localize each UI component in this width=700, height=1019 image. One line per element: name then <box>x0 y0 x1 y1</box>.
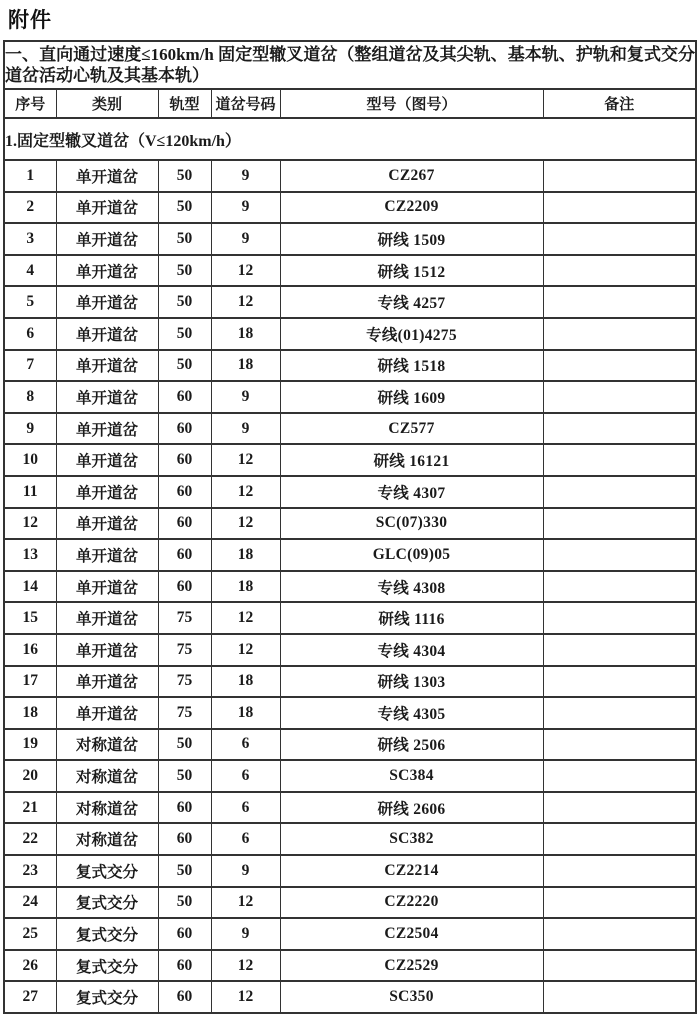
cell-turnout-number: 6 <box>211 760 280 792</box>
cell-rail-type: 60 <box>158 571 211 603</box>
cell-turnout-number: 12 <box>211 634 280 666</box>
cell-seq: 18 <box>4 697 56 729</box>
column-header-category: 类别 <box>56 89 158 118</box>
section-header: 1.固定型辙叉道岔（V≤120km/h） <box>4 118 696 160</box>
cell-seq: 7 <box>4 350 56 382</box>
cell-remark <box>543 255 696 287</box>
table-row <box>4 697 696 729</box>
cell-remark <box>543 508 696 540</box>
cell-category: 复式交分 <box>56 855 158 887</box>
table-row <box>4 413 696 445</box>
cell-seq: 17 <box>4 666 56 698</box>
table-row <box>4 255 696 287</box>
cell-seq: 13 <box>4 539 56 571</box>
cell-category: 复式交分 <box>56 918 158 950</box>
cell-category: 对称道岔 <box>56 792 158 824</box>
table-row <box>4 855 696 887</box>
cell-remark <box>543 760 696 792</box>
cell-remark <box>543 729 696 761</box>
cell-rail-type: 50 <box>158 855 211 887</box>
cell-seq: 11 <box>4 476 56 508</box>
cell-rail-type: 50 <box>158 760 211 792</box>
cell-turnout-number: 12 <box>211 286 280 318</box>
cell-remark <box>543 823 696 855</box>
column-header-seq: 序号 <box>4 89 56 118</box>
cell-model: SC(07)330 <box>280 508 543 540</box>
cell-category: 单开道岔 <box>56 444 158 476</box>
cell-seq: 21 <box>4 792 56 824</box>
cell-model: 专线 4305 <box>280 697 543 729</box>
table-row <box>4 918 696 950</box>
column-header-rail-type: 轨型 <box>158 89 211 118</box>
cell-remark <box>543 444 696 476</box>
cell-model: 研线 1518 <box>280 350 543 382</box>
table-header-row <box>4 89 696 118</box>
cell-remark <box>543 981 696 1013</box>
cell-remark <box>543 855 696 887</box>
cell-model: 专线 4304 <box>280 634 543 666</box>
cell-rail-type: 60 <box>158 950 211 982</box>
table-row <box>4 318 696 350</box>
cell-model: CZ2529 <box>280 950 543 982</box>
cell-category: 单开道岔 <box>56 602 158 634</box>
column-header-turnout-number: 道岔号码 <box>211 89 280 118</box>
cell-model: CZ2209 <box>280 192 543 224</box>
cell-model: 研线 16121 <box>280 444 543 476</box>
cell-rail-type: 75 <box>158 634 211 666</box>
cell-remark <box>543 792 696 824</box>
cell-remark <box>543 918 696 950</box>
cell-category: 单开道岔 <box>56 539 158 571</box>
cell-turnout-number: 12 <box>211 444 280 476</box>
cell-model: GLC(09)05 <box>280 539 543 571</box>
cell-rail-type: 50 <box>158 286 211 318</box>
column-header-model: 型号（图号） <box>280 89 543 118</box>
cell-seq: 12 <box>4 508 56 540</box>
cell-category: 复式交分 <box>56 950 158 982</box>
cell-model: SC350 <box>280 981 543 1013</box>
cell-turnout-number: 18 <box>211 318 280 350</box>
cell-turnout-number: 6 <box>211 823 280 855</box>
table-row <box>4 729 696 761</box>
cell-rail-type: 60 <box>158 381 211 413</box>
table-row <box>4 476 696 508</box>
turnout-table <box>3 40 697 1014</box>
cell-remark <box>543 539 696 571</box>
table-row <box>4 223 696 255</box>
cell-category: 单开道岔 <box>56 381 158 413</box>
cell-category: 单开道岔 <box>56 192 158 224</box>
cell-seq: 15 <box>4 602 56 634</box>
cell-remark <box>543 887 696 919</box>
cell-rail-type: 75 <box>158 602 211 634</box>
cell-model: 研线 2506 <box>280 729 543 761</box>
cell-turnout-number: 12 <box>211 476 280 508</box>
cell-remark <box>543 350 696 382</box>
cell-category: 单开道岔 <box>56 666 158 698</box>
cell-category: 单开道岔 <box>56 571 158 603</box>
table-row <box>4 602 696 634</box>
cell-model: 专线 4257 <box>280 286 543 318</box>
table-row <box>4 350 696 382</box>
cell-turnout-number: 9 <box>211 192 280 224</box>
cell-seq: 1 <box>4 160 56 192</box>
table-caption-row <box>4 41 696 89</box>
table-row <box>4 823 696 855</box>
cell-model: 研线 1609 <box>280 381 543 413</box>
cell-model: CZ577 <box>280 413 543 445</box>
table-row <box>4 792 696 824</box>
cell-model: CZ2504 <box>280 918 543 950</box>
table-row <box>4 192 696 224</box>
cell-turnout-number: 18 <box>211 350 280 382</box>
cell-remark <box>543 381 696 413</box>
cell-seq: 24 <box>4 887 56 919</box>
cell-seq: 9 <box>4 413 56 445</box>
cell-remark <box>543 192 696 224</box>
cell-model: CZ267 <box>280 160 543 192</box>
cell-category: 单开道岔 <box>56 634 158 666</box>
cell-rail-type: 60 <box>158 823 211 855</box>
cell-turnout-number: 18 <box>211 539 280 571</box>
cell-remark <box>543 950 696 982</box>
table-row <box>4 539 696 571</box>
cell-model: 研线 1303 <box>280 666 543 698</box>
cell-remark <box>543 160 696 192</box>
column-header-remark: 备注 <box>543 89 696 118</box>
cell-seq: 8 <box>4 381 56 413</box>
cell-seq: 3 <box>4 223 56 255</box>
cell-rail-type: 50 <box>158 255 211 287</box>
cell-seq: 4 <box>4 255 56 287</box>
table-row <box>4 887 696 919</box>
table-row <box>4 666 696 698</box>
cell-turnout-number: 12 <box>211 887 280 919</box>
cell-turnout-number: 9 <box>211 413 280 445</box>
cell-rail-type: 50 <box>158 729 211 761</box>
cell-category: 对称道岔 <box>56 823 158 855</box>
cell-category: 单开道岔 <box>56 160 158 192</box>
cell-rail-type: 60 <box>158 476 211 508</box>
section-header-row <box>4 118 696 160</box>
cell-rail-type: 60 <box>158 508 211 540</box>
cell-category: 单开道岔 <box>56 697 158 729</box>
cell-category: 单开道岔 <box>56 255 158 287</box>
cell-rail-type: 60 <box>158 981 211 1013</box>
cell-seq: 14 <box>4 571 56 603</box>
cell-rail-type: 60 <box>158 792 211 824</box>
cell-model: CZ2220 <box>280 887 543 919</box>
cell-turnout-number: 9 <box>211 918 280 950</box>
cell-turnout-number: 9 <box>211 223 280 255</box>
cell-seq: 2 <box>4 192 56 224</box>
cell-rail-type: 60 <box>158 413 211 445</box>
cell-seq: 19 <box>4 729 56 761</box>
cell-remark <box>543 666 696 698</box>
table-row <box>4 286 696 318</box>
cell-category: 复式交分 <box>56 981 158 1013</box>
cell-model: 专线(01)4275 <box>280 318 543 350</box>
table-row <box>4 444 696 476</box>
table-row <box>4 981 696 1013</box>
cell-model: SC384 <box>280 760 543 792</box>
cell-remark <box>543 318 696 350</box>
cell-model: 专线 4307 <box>280 476 543 508</box>
cell-remark <box>543 413 696 445</box>
table-row <box>4 950 696 982</box>
cell-category: 单开道岔 <box>56 476 158 508</box>
page-title: 附件 <box>8 9 52 32</box>
cell-remark <box>543 286 696 318</box>
table-row <box>4 634 696 666</box>
table-row <box>4 508 696 540</box>
cell-model: 研线 1116 <box>280 602 543 634</box>
cell-rail-type: 50 <box>158 350 211 382</box>
table-row <box>4 571 696 603</box>
cell-rail-type: 50 <box>158 192 211 224</box>
cell-turnout-number: 9 <box>211 855 280 887</box>
cell-seq: 20 <box>4 760 56 792</box>
cell-turnout-number: 18 <box>211 571 280 603</box>
cell-remark <box>543 571 696 603</box>
table-row <box>4 160 696 192</box>
cell-rail-type: 50 <box>158 160 211 192</box>
cell-turnout-number: 12 <box>211 602 280 634</box>
cell-category: 单开道岔 <box>56 223 158 255</box>
cell-remark <box>543 476 696 508</box>
cell-turnout-number: 12 <box>211 255 280 287</box>
cell-model: 研线 1512 <box>280 255 543 287</box>
cell-seq: 10 <box>4 444 56 476</box>
cell-turnout-number: 6 <box>211 792 280 824</box>
cell-remark <box>543 223 696 255</box>
cell-rail-type: 50 <box>158 887 211 919</box>
cell-rail-type: 50 <box>158 318 211 350</box>
cell-category: 单开道岔 <box>56 286 158 318</box>
cell-turnout-number: 12 <box>211 981 280 1013</box>
cell-turnout-number: 9 <box>211 160 280 192</box>
cell-rail-type: 50 <box>158 223 211 255</box>
cell-category: 单开道岔 <box>56 318 158 350</box>
cell-turnout-number: 18 <box>211 697 280 729</box>
cell-turnout-number: 12 <box>211 950 280 982</box>
cell-category: 对称道岔 <box>56 760 158 792</box>
cell-model: CZ2214 <box>280 855 543 887</box>
cell-remark <box>543 697 696 729</box>
cell-rail-type: 75 <box>158 697 211 729</box>
cell-remark <box>543 634 696 666</box>
cell-rail-type: 75 <box>158 666 211 698</box>
cell-seq: 5 <box>4 286 56 318</box>
cell-seq: 27 <box>4 981 56 1013</box>
cell-category: 单开道岔 <box>56 350 158 382</box>
cell-category: 复式交分 <box>56 887 158 919</box>
cell-seq: 25 <box>4 918 56 950</box>
cell-seq: 16 <box>4 634 56 666</box>
cell-turnout-number: 12 <box>211 508 280 540</box>
table-row <box>4 381 696 413</box>
cell-turnout-number: 9 <box>211 381 280 413</box>
cell-remark <box>543 602 696 634</box>
table-caption: 一、直向通过速度≤160km/h 固定型辙叉道岔（整组道岔及其尖轨、基本轨、护轨和复式交分道岔活动心轨及其基本轨） <box>4 41 696 89</box>
cell-seq: 23 <box>4 855 56 887</box>
cell-turnout-number: 6 <box>211 729 280 761</box>
cell-model: 研线 1509 <box>280 223 543 255</box>
cell-category: 单开道岔 <box>56 508 158 540</box>
table-row <box>4 760 696 792</box>
cell-turnout-number: 18 <box>211 666 280 698</box>
cell-rail-type: 60 <box>158 444 211 476</box>
cell-model: SC382 <box>280 823 543 855</box>
cell-rail-type: 60 <box>158 918 211 950</box>
cell-seq: 6 <box>4 318 56 350</box>
cell-rail-type: 60 <box>158 539 211 571</box>
cell-model: 研线 2606 <box>280 792 543 824</box>
cell-seq: 22 <box>4 823 56 855</box>
cell-model: 专线 4308 <box>280 571 543 603</box>
cell-category: 单开道岔 <box>56 413 158 445</box>
cell-category: 对称道岔 <box>56 729 158 761</box>
cell-seq: 26 <box>4 950 56 982</box>
